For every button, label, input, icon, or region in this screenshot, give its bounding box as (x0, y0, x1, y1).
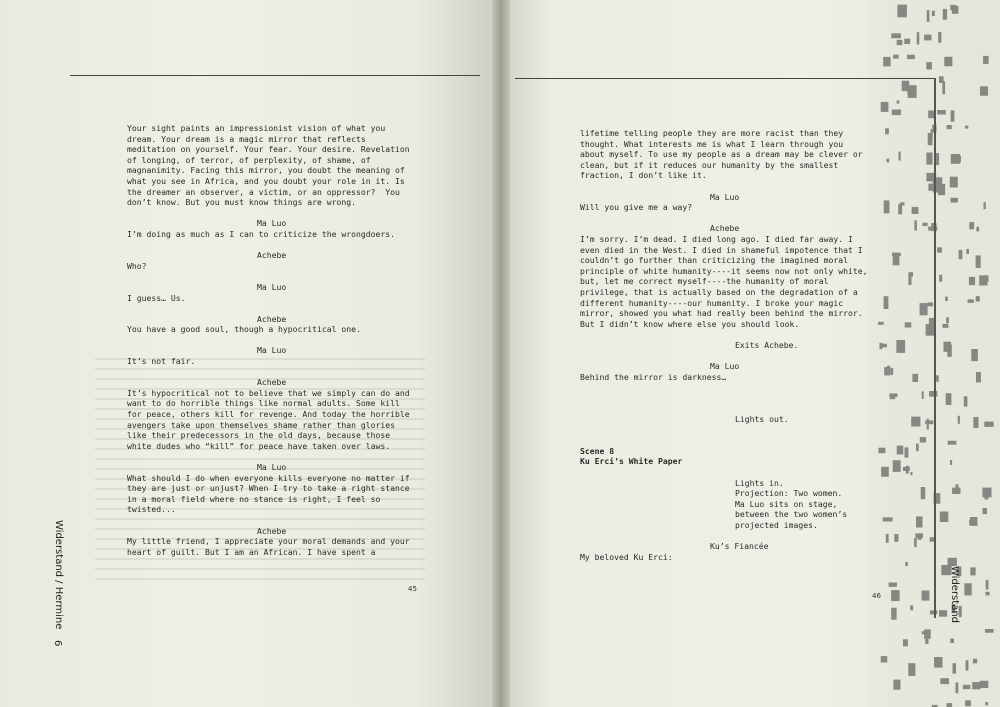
noise-blot (946, 393, 952, 405)
noise-blot (950, 460, 952, 465)
dialogue-line: I’m sorry. I’m dead. I died long ago. I died far away. I (580, 233, 853, 244)
noise-blot (937, 110, 946, 115)
noise-blot (916, 516, 923, 527)
noise-blot (897, 446, 904, 455)
stage-direction: Ma Luo sits on stage, (735, 498, 838, 509)
noise-blot (950, 639, 954, 644)
noise-blot (950, 177, 958, 188)
noise-blot (908, 663, 915, 676)
noise-blot (964, 583, 971, 595)
noise-blot (898, 204, 902, 214)
right-header-rule (515, 78, 935, 79)
noise-blot (956, 682, 959, 693)
noise-blot (970, 517, 978, 526)
dialogue-line: Will you give me a way? (580, 202, 693, 213)
line-gap (580, 329, 868, 340)
noise-blot (878, 448, 885, 454)
noise-blot (986, 580, 989, 589)
noise-blot (896, 340, 905, 353)
line-gap (127, 208, 410, 219)
dialogue-line: I guess… Us. (127, 292, 186, 303)
stage-direction: Exits Achebe. (735, 339, 799, 350)
noise-blot (986, 592, 990, 596)
line-gap (580, 393, 868, 404)
noise-blot (952, 488, 960, 494)
noise-blot (973, 417, 978, 428)
line-gap (580, 382, 868, 393)
noise-blot (984, 202, 986, 209)
line-gap (127, 335, 410, 346)
noise-blot (965, 700, 971, 706)
dialogue-line: different humanity----our humanity. I broke your magic (580, 297, 844, 308)
left-page-script (127, 123, 410, 557)
noise-blot (881, 102, 889, 112)
noise-blot (915, 533, 923, 538)
dialogue-line: couldn’t go further than criticizing the imagined moral (580, 255, 849, 266)
noise-blot (939, 610, 947, 617)
noise-blot (984, 275, 989, 281)
noise-blot (959, 250, 963, 259)
noise-blot (881, 467, 889, 477)
dialogue-line: avengers take upon themselves shame rather than glories (127, 419, 396, 430)
noise-blot (912, 374, 918, 382)
noise-blot (976, 372, 981, 382)
left-page-number: 45 (408, 585, 417, 593)
noise-blot (897, 100, 900, 103)
noise-blot (905, 562, 908, 566)
line-gap (580, 531, 868, 542)
right-side-label: Widerstand (949, 566, 960, 624)
noise-blot (972, 682, 980, 689)
dialogue-line: meditation on yourself. Your fear. Your desire. Revelation (127, 144, 410, 155)
dialogue-line: fraction, I don’t like it. (580, 170, 707, 181)
noise-blot (893, 253, 900, 266)
dialogue-line: want to do horrible things like normal adults. Some kill (127, 398, 400, 409)
noise-blot (926, 153, 932, 165)
noise-blot (904, 39, 910, 44)
noise-blot (897, 40, 903, 45)
noise-blot (908, 275, 911, 285)
noise-blot (910, 472, 912, 475)
noise-blot (920, 303, 928, 315)
noise-blot (936, 375, 939, 382)
noise-blot (965, 126, 968, 129)
noise-blot (921, 487, 926, 499)
speaker-name: Achebe (257, 525, 287, 536)
noise-blot (976, 296, 980, 301)
noise-blot (927, 10, 930, 22)
speaker-name: Achebe (257, 250, 287, 261)
dialogue-line: thought. What interests me is what I learn through you (580, 138, 844, 149)
speaker-name: Achebe (257, 377, 287, 388)
noise-blot (914, 538, 917, 547)
noise-blot (983, 508, 988, 514)
noise-blot (887, 366, 890, 372)
dialogue-line: lifetime telling people they are more racist than they (580, 128, 844, 138)
noise-blot (893, 680, 900, 690)
noise-blot (932, 11, 935, 16)
dialogue-line: My little friend, I appreciate your moral demands and your (127, 536, 410, 547)
noise-blot (905, 322, 912, 327)
speaker-name: Achebe (257, 313, 287, 324)
noise-blot (976, 255, 981, 268)
line-gap (580, 403, 868, 414)
noise-blot (883, 57, 890, 67)
noise-blot (890, 368, 893, 375)
noise-blot (985, 495, 989, 500)
line-gap (127, 451, 410, 462)
noise-blot (924, 629, 931, 638)
noise-blot (944, 342, 952, 352)
noise-blot (945, 297, 948, 301)
noise-blot (910, 606, 913, 611)
dialogue-line: privilege, that is actually based on the degradation of a (580, 286, 858, 297)
noise-blot (885, 128, 889, 134)
noise-blot (951, 198, 958, 203)
noise-blot (958, 416, 960, 424)
noise-blot (891, 608, 896, 620)
speaker-name: Ma Luo (710, 191, 740, 202)
noise-blot (940, 678, 949, 684)
noise-blot (893, 460, 901, 472)
stage-direction: Projection: Two women. (735, 488, 843, 499)
noise-blot (976, 227, 979, 232)
noise-blot (884, 296, 889, 309)
dialogue-line: but, let me correct myself----the humanity of moral (580, 276, 829, 287)
dialogue-line: principle of white humanity----it seems now not only white, (580, 265, 868, 276)
noise-blot (892, 110, 901, 116)
noise-blot (891, 33, 901, 38)
noise-blot (939, 275, 942, 282)
dialogue-line: what you see in Africa, and you doubt your role in it. Is (127, 175, 405, 186)
speaker-name: Ma Luo (257, 462, 287, 472)
dialogue-line: don’t know. But you must know things are wrong. (127, 197, 357, 208)
dialogue-line: magnanimity. Facing this mirror, you doubt the meaning of (127, 165, 405, 176)
noise-blot (926, 62, 932, 69)
noise-blot (940, 512, 949, 523)
dialogue-line: What should I do when everyone kills everyone no matter if (127, 472, 410, 483)
stage-direction: Lights in. (735, 477, 784, 488)
dialogue-line: You have a good soul, though a hypocritical one. (127, 324, 361, 335)
speaker-name: Ma Luo (257, 281, 287, 292)
noise-blot (922, 391, 924, 399)
noise-blot (914, 220, 917, 230)
left-header-rule (70, 75, 480, 76)
noise-blot (889, 393, 897, 397)
scene-heading: Scene 8 (580, 445, 615, 456)
noise-blot (966, 660, 969, 670)
noise-blot (906, 466, 909, 474)
noise-blot (951, 154, 960, 164)
noise-blot (880, 343, 883, 349)
dialogue-line: I’m doing as much as I can to criticize the wrongdoers. (127, 228, 396, 239)
dialogue-line: Your sight paints an impressionist vision of what you (127, 123, 386, 133)
noise-blot (946, 317, 949, 323)
speaker-name: Ma Luo (257, 345, 287, 356)
noise-blot (964, 396, 968, 406)
line-gap (127, 303, 410, 314)
line-gap (580, 425, 868, 436)
dialogue-line: for peace, others kill for revenge. And today the horrible (127, 409, 410, 420)
noise-blot (951, 110, 955, 121)
line-gap (127, 271, 410, 282)
noise-blot (948, 441, 957, 445)
noise-blot (968, 299, 974, 303)
noise-blot (966, 249, 969, 254)
book-gutter (492, 0, 510, 707)
noise-blot (985, 702, 988, 705)
noise-blot (947, 703, 953, 707)
noise-blot (897, 5, 907, 18)
noise-blot (952, 6, 959, 14)
dialogue-line: like their predecessors in the old days, because those (127, 430, 391, 441)
noise-blot (907, 88, 909, 95)
line-gap (580, 181, 868, 192)
noise-blot (934, 657, 942, 668)
speaker-name: Ku’s Fiancée (710, 541, 769, 552)
noise-blot (878, 322, 884, 325)
noise-blot (942, 81, 945, 94)
noise-blot (936, 153, 939, 165)
dialogue-line: But I didn’t know where else you should look. (580, 318, 800, 329)
dialogue-line: My beloved Ku Erci: (580, 551, 673, 562)
left-side-label: Widerstand / Hermine (53, 520, 64, 630)
line-gap (580, 350, 868, 361)
noise-blot (970, 567, 975, 575)
noise-blot (973, 659, 977, 664)
noise-blot (943, 324, 949, 328)
noise-blot (937, 247, 942, 252)
noise-blot (984, 422, 993, 427)
noise-blot (912, 207, 919, 214)
noise-blot (916, 444, 919, 452)
noise-blot (923, 223, 928, 226)
scene-heading: Ku Erci’s White Paper (580, 456, 683, 467)
noise-blot (969, 222, 974, 229)
stage-direction: projected images. (735, 519, 818, 530)
noise-blot (985, 629, 994, 633)
dialogue-line: Behind the mirror is darkness… (580, 371, 727, 382)
dialogue-line: in a moral field where no stance is right, I feel so (127, 493, 381, 504)
noise-blot (889, 583, 897, 587)
noise-blot (922, 591, 930, 601)
noise-blot (894, 534, 898, 542)
noise-blot (884, 200, 890, 213)
speaker-name: Achebe (710, 223, 740, 234)
noise-blot (947, 125, 952, 129)
noise-blot (953, 663, 957, 674)
dialogue-line: dream. Your dream is a magic mirror that reflects (127, 133, 366, 144)
noise-blot (925, 420, 933, 424)
dialogue-line: mirror, showed you what had really been behind the mirror. (580, 308, 863, 319)
dialogue-line: Who? (127, 260, 147, 271)
stage-direction: between the two women’s (735, 509, 848, 520)
left-side-number: 6 (52, 640, 63, 647)
noise-blot (928, 133, 933, 145)
dialogue-line: the dreamer an observer, a victim, or an oppressor? You (127, 186, 400, 197)
speaker-name: Ma Luo (257, 218, 287, 229)
right-page-number: 46 (872, 592, 881, 600)
noise-blot (881, 656, 888, 662)
line-gap (127, 515, 410, 526)
noise-blot (905, 447, 909, 457)
noise-blot (886, 534, 889, 543)
dialogue-line: twisted... (127, 504, 176, 515)
noise-blot (944, 57, 952, 67)
noise-blot (980, 86, 988, 95)
noise-blot (938, 32, 941, 43)
noise-blot (891, 590, 900, 601)
dialogue-line: they are just or unjust? When I try to take a right stance (127, 483, 410, 494)
dialogue-line: clean, but if it reduces our humanity by the smallest (580, 159, 839, 170)
noise-blot (943, 9, 947, 20)
line-gap (580, 467, 868, 478)
dialogue-line: It’s hypocritical not to believe that we simply can do and (127, 387, 410, 398)
noise-blot (963, 685, 971, 689)
right-page-script (580, 128, 868, 562)
noise-blot (887, 159, 890, 163)
stage-direction: Lights out. (735, 414, 789, 425)
noise-blot (983, 56, 989, 64)
dialogue-line: of longing, of terror, of perplexity, of shame, of (127, 154, 371, 165)
dialogue-line: heart of guilt. But I am an African. I have spent a (127, 546, 376, 557)
noise-blot (971, 349, 978, 361)
line-gap (580, 213, 868, 224)
dialogue-line: even died in the West. I died in shameful impotence that I (580, 244, 863, 255)
noise-blot (903, 639, 908, 646)
noise-blot (925, 639, 928, 644)
noise-blot (980, 681, 989, 688)
dialogue-line: white dudes who “kill” for peace have taken over laws. (127, 440, 391, 451)
noise-blot (917, 32, 920, 44)
speaker-name: Ma Luo (710, 361, 740, 372)
noise-blot (924, 35, 931, 41)
dialogue-line: about myself. To use my people as a dream may be clever or (580, 149, 863, 160)
noise-blot (920, 437, 926, 442)
noise-blot (893, 55, 899, 59)
noise-blot (883, 517, 893, 521)
line-gap (127, 240, 410, 251)
right-margin-rule (934, 78, 936, 618)
line-gap (580, 435, 868, 446)
noise-blot (928, 227, 937, 231)
noise-blot (969, 277, 975, 285)
noise-blot (899, 152, 901, 161)
dialogue-line: It’s not fair. (127, 356, 196, 367)
noise-blot (928, 302, 934, 306)
line-gap (127, 367, 410, 378)
noise-blot (907, 55, 915, 59)
noise-blot (911, 417, 920, 427)
